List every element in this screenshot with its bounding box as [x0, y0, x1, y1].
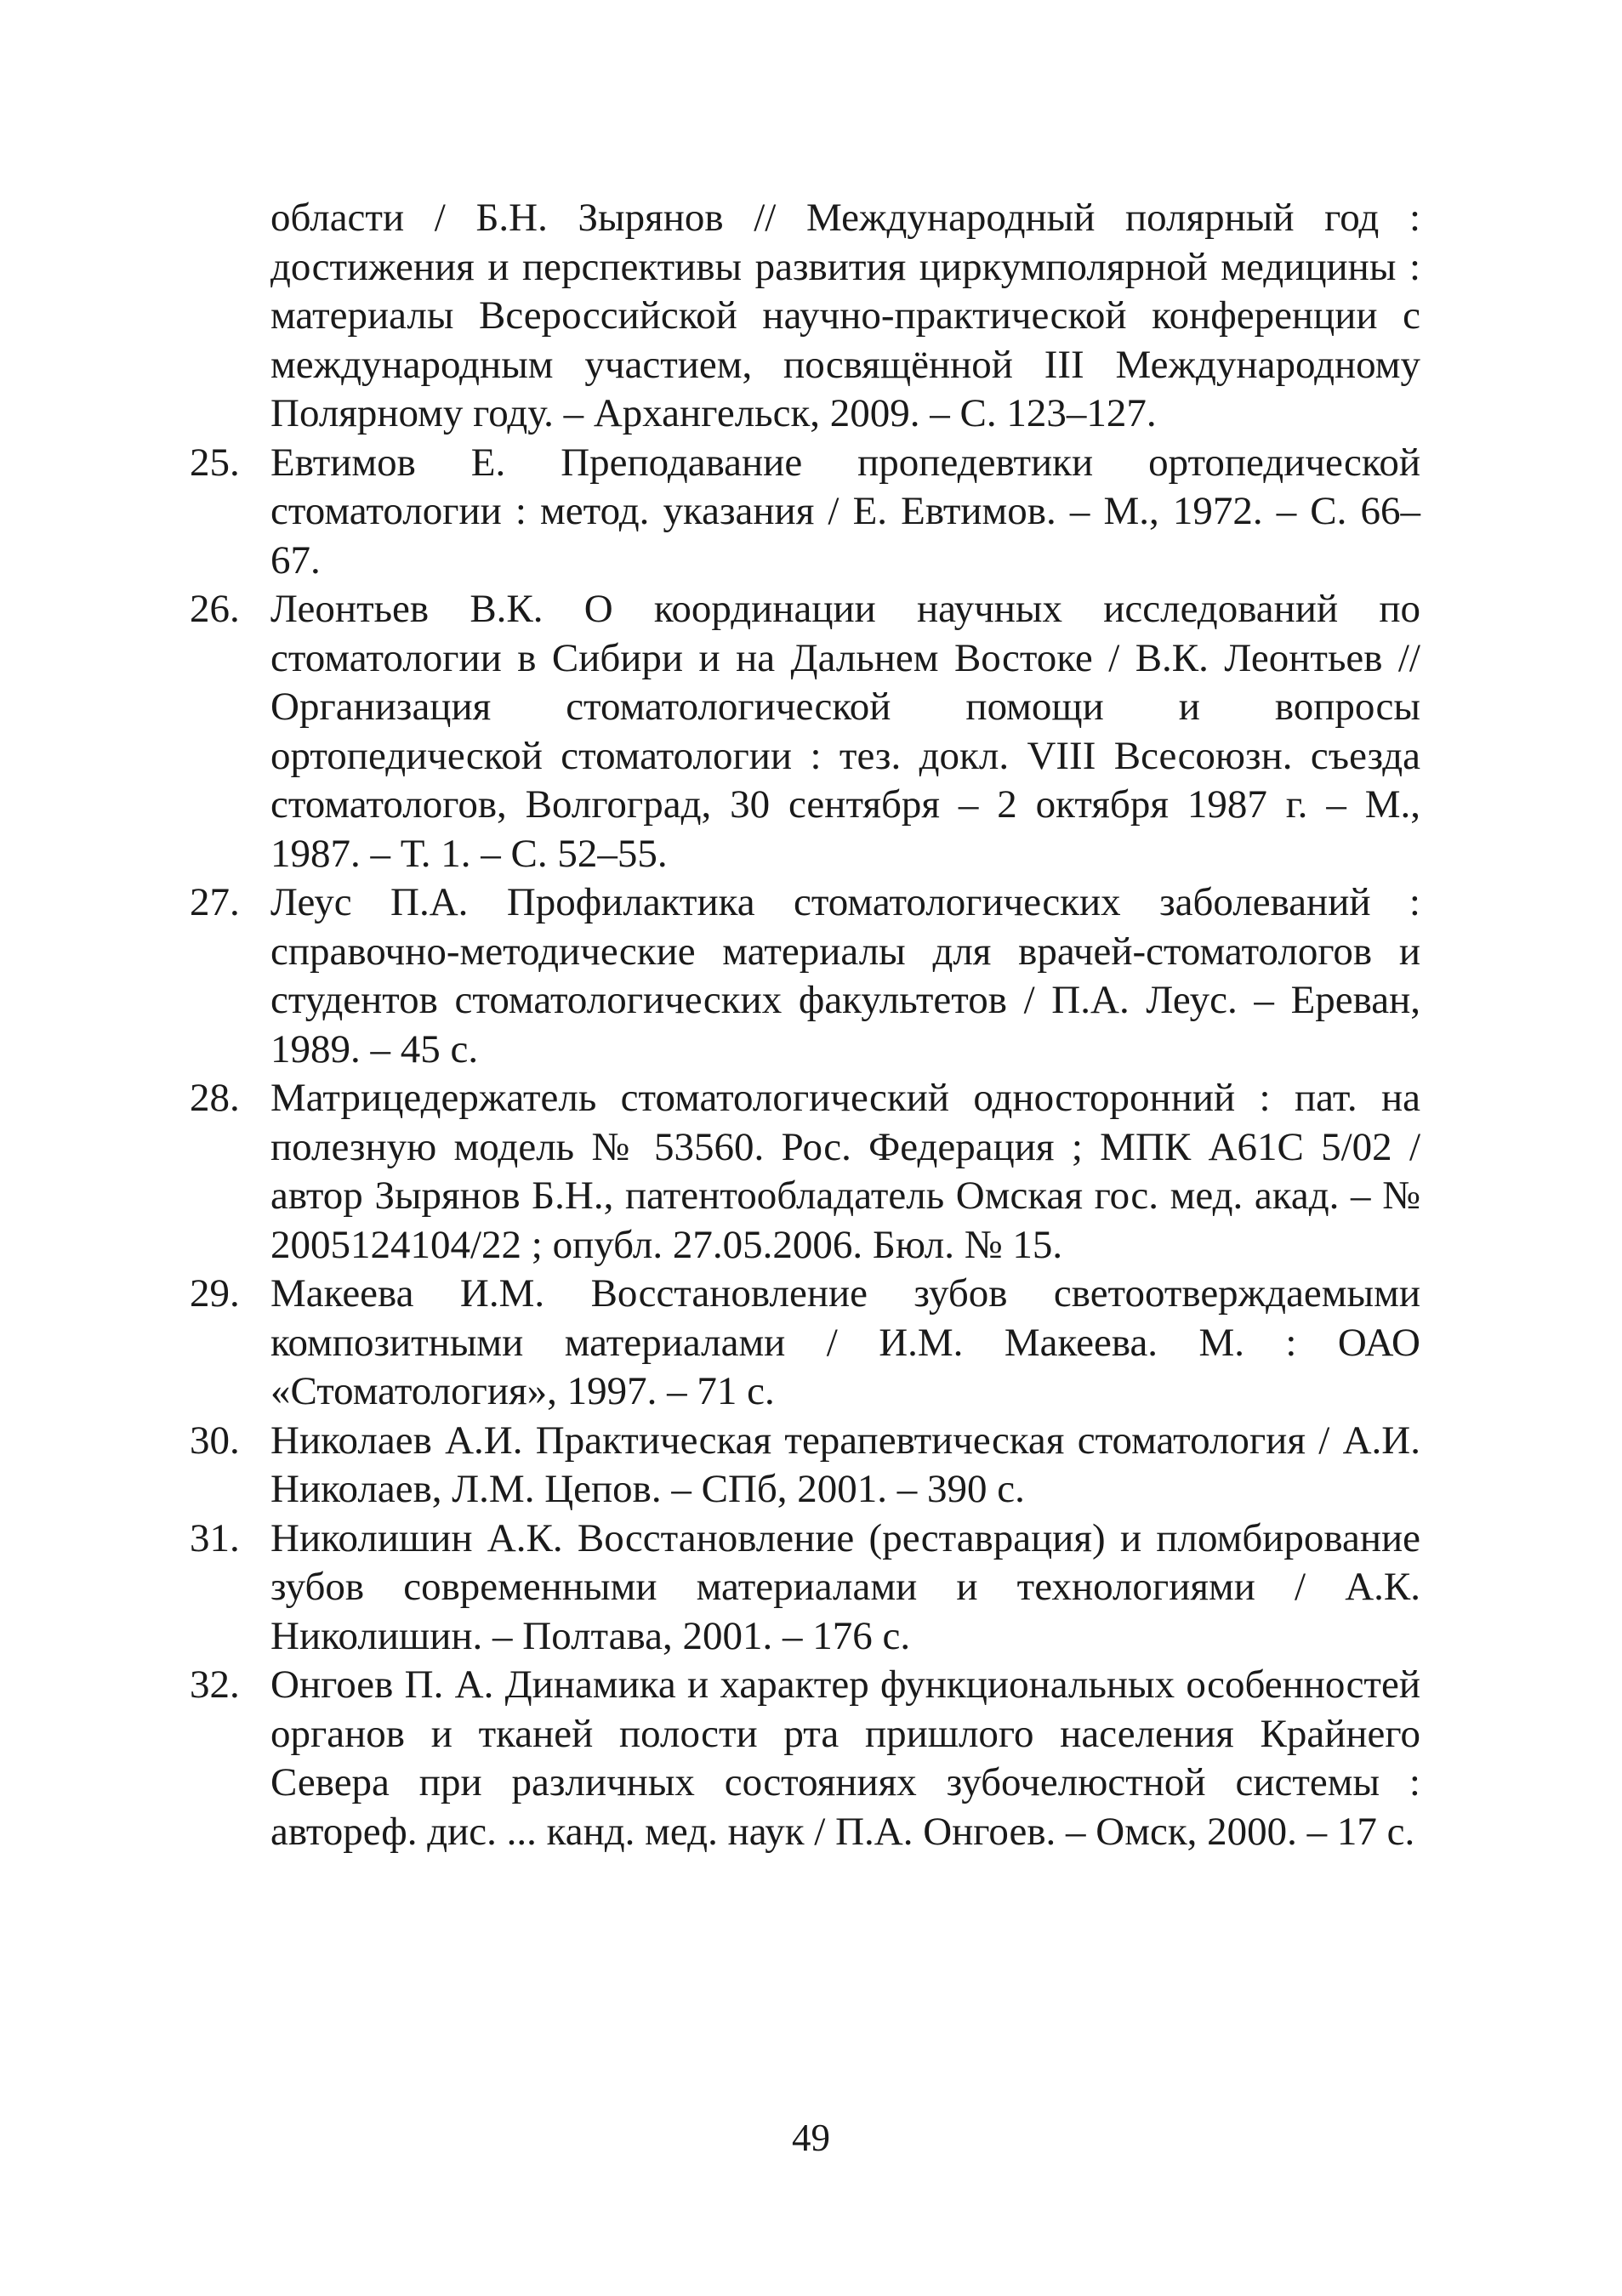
reference-list	[190, 194, 1420, 1856]
reference-item-27	[190, 878, 1420, 1074]
reference-number: 27.	[190, 880, 240, 924]
reference-number: 26.	[190, 587, 240, 631]
reference-item-29	[190, 1270, 1420, 1417]
reference-item-32	[190, 1661, 1420, 1856]
page-number: 49	[792, 2117, 830, 2159]
reference-number: 28.	[190, 1076, 240, 1120]
reference-text: области / Б.Н. Зырянов // Международный полярный год : достижения и перспективы развития циркумполярной медицины : материалы Всероссийской научно-практической конференции с международным участием, посвящённой III Международному Полярному году. – Архангельск, 2009. – С. 123–127.	[270, 196, 1420, 435]
reference-text: Матрицедержатель стоматологический односторонний : пат. на полезную модель № 53560. Рос. Федерация ; МПК А61С 5/02 / автор Зырянов Б.Н., патентообладатель Омская гос. мед. акад. – № 2005124104/22 ; опубл. 27.05.2006. Бюл. № 15.	[270, 1076, 1420, 1267]
reference-number: 32.	[190, 1662, 240, 1707]
reference-text: Макеева И.М. Восстановление зубов светоотверждаемыми композитными материалами / И.М. Макеева. М. : ОАО «Стоматология», 1997. – 71 с.	[270, 1271, 1420, 1413]
reference-text: Николишин А.К. Восстановление (реставрация) и пломбирование зубов современными материалами и технологиями / А.К. Николишин. – Полтава, 2001. – 176 с.	[270, 1515, 1420, 1658]
reference-number: 30.	[190, 1418, 240, 1463]
reference-number: 29.	[190, 1271, 240, 1316]
reference-number: 25.	[190, 440, 240, 485]
reference-text: Леус П.А. Профилактика стоматологических заболеваний : справочно-методические материалы для врачей-стоматологов и студентов стоматологических факультетов / П.А. Леус. – Ереван, 1989. – 45 с.	[270, 880, 1420, 1071]
reference-text: Онгоев П. А. Динамика и характер функциональных особенностей органов и тканей полости рта пришлого населения Крайнего Севера при различных состояниях зубочелюстной системы : автореф. дис. ... канд. мед. наук / П.А. Онгоев. – Омск, 2000. – 17 с.	[270, 1662, 1420, 1854]
reference-text: Николаев А.И. Практическая терапевтическая стоматология / А.И. Николаев, Л.М. Цепов. – СПб, 2001. – 390 с.	[270, 1418, 1420, 1511]
reference-item-26	[190, 585, 1420, 878]
reference-item-24-continued	[270, 194, 1420, 439]
reference-text: Леонтьев В.К. О координации научных исследований по стоматологии в Сибири и на Дальнем Востоке / В.К. Леонтьев // Организация стоматологической помощи и вопросы ортопедической стоматологии : тез. докл. VIII Всесоюзн. съезда стоматологов, Волгоград, 30 сентября – 2 октября 1987 г. – М., 1987. – Т. 1. – С. 52–55.	[270, 587, 1420, 876]
reference-item-30	[190, 1417, 1420, 1515]
reference-item-28	[190, 1074, 1420, 1270]
reference-text: Евтимов Е. Преподавание пропедевтики ортопедической стоматологии : метод. указания / Е. Евтимов. – М., 1972. – С. 66–67.	[270, 440, 1420, 583]
reference-number: 31.	[190, 1515, 240, 1560]
reference-item-25	[190, 439, 1420, 586]
reference-item-31	[190, 1515, 1420, 1662]
